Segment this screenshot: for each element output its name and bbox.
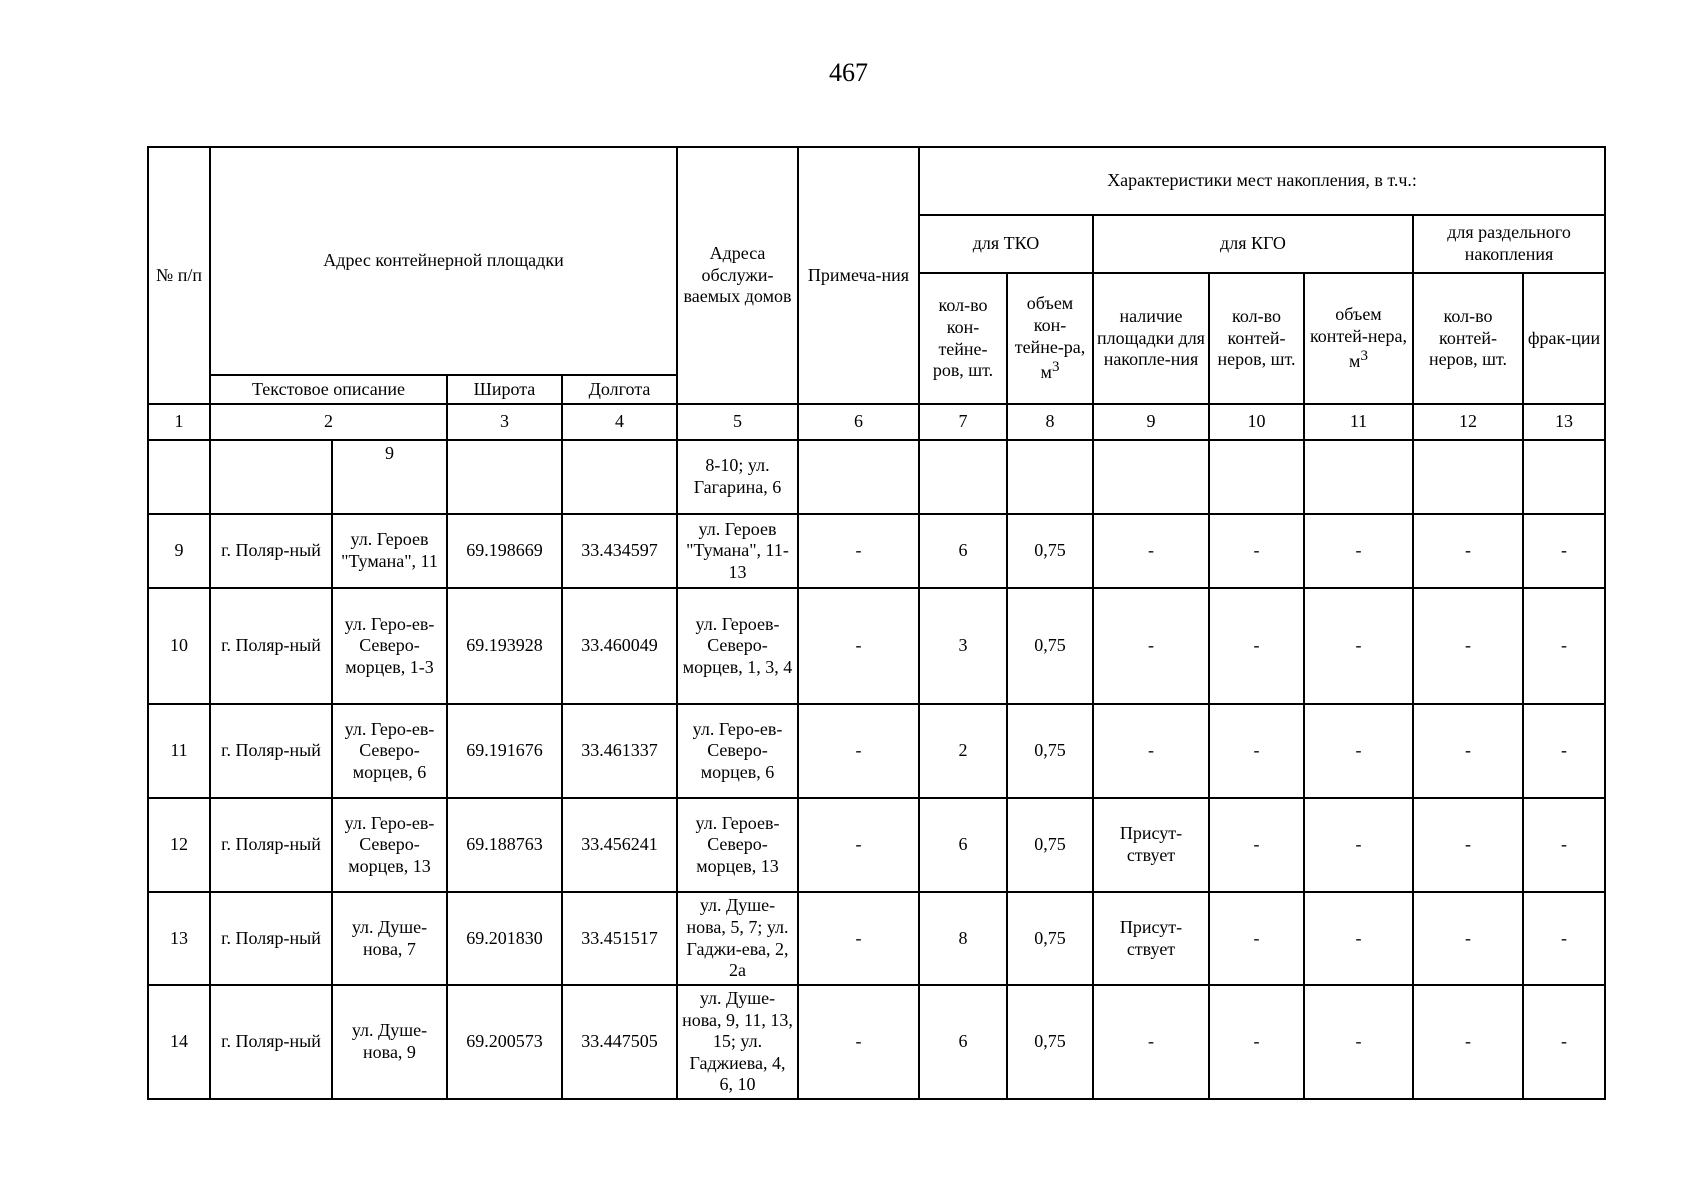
table-cell xyxy=(1413,440,1523,514)
page-number: 467 xyxy=(829,58,868,87)
header-text-desc: Текстовое описание xyxy=(210,375,447,404)
row-tko-count: 6 xyxy=(919,514,1007,588)
table-cell xyxy=(798,440,919,514)
row-served: ул. Душе-нова, 9, 11, 13, 15; ул. Гаджиева, 4, 6, 10 xyxy=(677,985,798,1099)
table-cell xyxy=(1209,440,1304,514)
row-tko-count: 6 xyxy=(919,798,1007,892)
row-lon: 33.451517 xyxy=(562,892,677,985)
row-tko-count: 3 xyxy=(919,588,1007,704)
row-served: ул. Душе-нова, 5, 7; ул. Гаджи-ева, 2, 2а xyxy=(677,892,798,985)
table-row xyxy=(148,892,1605,985)
row-tko-volume: 0,75 xyxy=(1007,798,1093,892)
table-row xyxy=(148,704,1605,798)
row-tko-volume: 0,75 xyxy=(1007,588,1093,704)
row-street: ул. Героев "Тумана", 11 xyxy=(332,514,447,588)
header-lon: Долгота xyxy=(562,375,677,404)
row-served: ул. Геро-ев-Северо-морцев, 6 xyxy=(677,704,798,798)
table-cell xyxy=(148,440,210,514)
row-num: 12 xyxy=(148,798,210,892)
header-kgo-count: кол-во контей-неров, шт. xyxy=(1209,273,1304,404)
row-sep-fractions: - xyxy=(1523,798,1605,892)
header-kgo-volume: объем контей-нера, $м^3$ xyxy=(1304,273,1413,404)
table-cell xyxy=(562,440,677,514)
header-characteristics: Характеристики мест накопления, в т.ч.: xyxy=(919,147,1605,215)
row-street: ул. Геро-ев-Северо-морцев, 6 xyxy=(332,704,447,798)
container-sites-table xyxy=(147,146,1606,1100)
table-cell xyxy=(210,440,332,514)
col-num-1: 1 xyxy=(148,404,210,440)
col-num-7: 7 xyxy=(919,404,1007,440)
col-num-13: 13 xyxy=(1523,404,1605,440)
row-lon: 33.456241 xyxy=(562,798,677,892)
row-num: 10 xyxy=(148,588,210,704)
row-city: г. Поляр-ный xyxy=(210,798,332,892)
row-served: ул. Героев-Северо-морцев, 1, 3, 4 xyxy=(677,588,798,704)
row-note: - xyxy=(798,588,919,704)
row-tko-volume: 0,75 xyxy=(1007,514,1093,588)
row-note: - xyxy=(798,514,919,588)
row-kgo-count: - xyxy=(1209,798,1304,892)
header-kgo-site: наличие площадки для накопле-ния xyxy=(1093,273,1209,404)
col-num-8: 8 xyxy=(1007,404,1093,440)
row-lon: 33.461337 xyxy=(562,704,677,798)
row-num: 13 xyxy=(148,892,210,985)
header-separate: для раздельного накопления xyxy=(1413,215,1605,273)
row-lat: 69.198669 xyxy=(447,514,562,588)
col-num-6: 6 xyxy=(798,404,919,440)
col-num-5: 5 xyxy=(677,404,798,440)
row-street: ул. Геро-ев-Северо-морцев, 13 xyxy=(332,798,447,892)
row-sep-count: - xyxy=(1413,514,1523,588)
row-kgo-site: - xyxy=(1093,704,1209,798)
row-kgo-volume: - xyxy=(1304,514,1413,588)
row-sep-fractions: - xyxy=(1523,514,1605,588)
row-kgo-count: - xyxy=(1209,704,1304,798)
cont-street-tail: 9 xyxy=(332,440,447,514)
row-kgo-site: Присут-ствует xyxy=(1093,892,1209,985)
row-kgo-count: - xyxy=(1209,588,1304,704)
row-kgo-count: - xyxy=(1209,985,1304,1099)
row-city: г. Поляр-ный xyxy=(210,514,332,588)
row-note: - xyxy=(798,892,919,985)
header-row-1 xyxy=(148,147,1605,215)
row-served: ул. Героев-Северо-морцев, 13 xyxy=(677,798,798,892)
row-sep-count: - xyxy=(1413,798,1523,892)
col-num-12: 12 xyxy=(1413,404,1523,440)
header-address: Адрес контейнерной площадки xyxy=(210,147,677,375)
col-num-9: 9 xyxy=(1093,404,1209,440)
row-lat: 69.200573 xyxy=(447,985,562,1099)
row-sep-fractions: - xyxy=(1523,704,1605,798)
row-sep-count: - xyxy=(1413,892,1523,985)
col-num-4: 4 xyxy=(562,404,677,440)
row-sep-fractions: - xyxy=(1523,892,1605,985)
row-sep-fractions: - xyxy=(1523,588,1605,704)
row-tko-count: 8 xyxy=(919,892,1007,985)
row-lon: 33.434597 xyxy=(562,514,677,588)
row-kgo-site: - xyxy=(1093,588,1209,704)
row-street: ул. Геро-ев-Северо-морцев, 1-3 xyxy=(332,588,447,704)
row-kgo-site: - xyxy=(1093,514,1209,588)
col-num-3: 3 xyxy=(447,404,562,440)
header-num: № п/п xyxy=(148,147,210,404)
column-number-row xyxy=(148,404,1605,440)
row-kgo-volume: - xyxy=(1304,704,1413,798)
row-tko-count: 2 xyxy=(919,704,1007,798)
cont-served: 8-10; ул. Гагарина, 6 xyxy=(677,440,798,514)
table-row xyxy=(148,985,1605,1099)
table-row xyxy=(148,798,1605,892)
col-num-10: 10 xyxy=(1209,404,1304,440)
row-num: 11 xyxy=(148,704,210,798)
row-kgo-volume: - xyxy=(1304,588,1413,704)
row-street: ул. Душе-нова, 9 xyxy=(332,985,447,1099)
header-tko: для ТКО xyxy=(919,215,1093,273)
row-city: г. Поляр-ный xyxy=(210,892,332,985)
row-city: г. Поляр-ный xyxy=(210,588,332,704)
row-tko-volume: 0,75 xyxy=(1007,704,1093,798)
row-kgo-volume: - xyxy=(1304,985,1413,1099)
table-cell xyxy=(1007,440,1093,514)
row-kgo-volume: - xyxy=(1304,798,1413,892)
table-row xyxy=(148,588,1605,704)
row-sep-fractions: - xyxy=(1523,985,1605,1099)
row-kgo-site: - xyxy=(1093,985,1209,1099)
row-lat: 69.191676 xyxy=(447,704,562,798)
header-kgo: для КГО xyxy=(1093,215,1413,273)
table-cell xyxy=(1304,440,1413,514)
header-served: Адреса обслужи-ваемых домов xyxy=(677,147,798,404)
row-city: г. Поляр-ный xyxy=(210,704,332,798)
row-kgo-volume: - xyxy=(1304,892,1413,985)
table-cell xyxy=(919,440,1007,514)
row-note: - xyxy=(798,798,919,892)
header-tko-count: кол-во кон-тейне-ров, шт. xyxy=(919,273,1007,404)
row-num: 9 xyxy=(148,514,210,588)
col-num-11: 11 xyxy=(1304,404,1413,440)
row-lat: 69.193928 xyxy=(447,588,562,704)
header-lat: Широта xyxy=(447,375,562,404)
row-tko-volume: 0,75 xyxy=(1007,985,1093,1099)
table-cell xyxy=(1523,440,1605,514)
row-tko-count: 6 xyxy=(919,985,1007,1099)
row-tko-volume: 0,75 xyxy=(1007,892,1093,985)
header-tko-volume: объем кон-тейне-ра, $м^3$ xyxy=(1007,273,1093,404)
table-row xyxy=(148,514,1605,588)
row-note: - xyxy=(798,704,919,798)
row-lat: 69.188763 xyxy=(447,798,562,892)
row-street: ул. Душе-нова, 7 xyxy=(332,892,447,985)
row-kgo-site: Присут-ствует xyxy=(1093,798,1209,892)
row-served: ул. Героев "Тумана", 11-13 xyxy=(677,514,798,588)
header-sep-fractions: фрак-ции xyxy=(1523,273,1605,404)
row-lon: 33.447505 xyxy=(562,985,677,1099)
row-lon: 33.460049 xyxy=(562,588,677,704)
col-num-2: 2 xyxy=(210,404,447,440)
header-sep-count: кол-во контей-неров, шт. xyxy=(1413,273,1523,404)
row-kgo-count: - xyxy=(1209,892,1304,985)
row-sep-count: - xyxy=(1413,588,1523,704)
row-sep-count: - xyxy=(1413,704,1523,798)
row-lat: 69.201830 xyxy=(447,892,562,985)
continuation-row xyxy=(148,440,1605,514)
table-cell xyxy=(447,440,562,514)
row-sep-count: - xyxy=(1413,985,1523,1099)
row-kgo-count: - xyxy=(1209,514,1304,588)
row-note: - xyxy=(798,985,919,1099)
table-cell xyxy=(1093,440,1209,514)
row-num: 14 xyxy=(148,985,210,1099)
row-city: г. Поляр-ный xyxy=(210,985,332,1099)
header-note: Примеча-ния xyxy=(798,147,919,404)
